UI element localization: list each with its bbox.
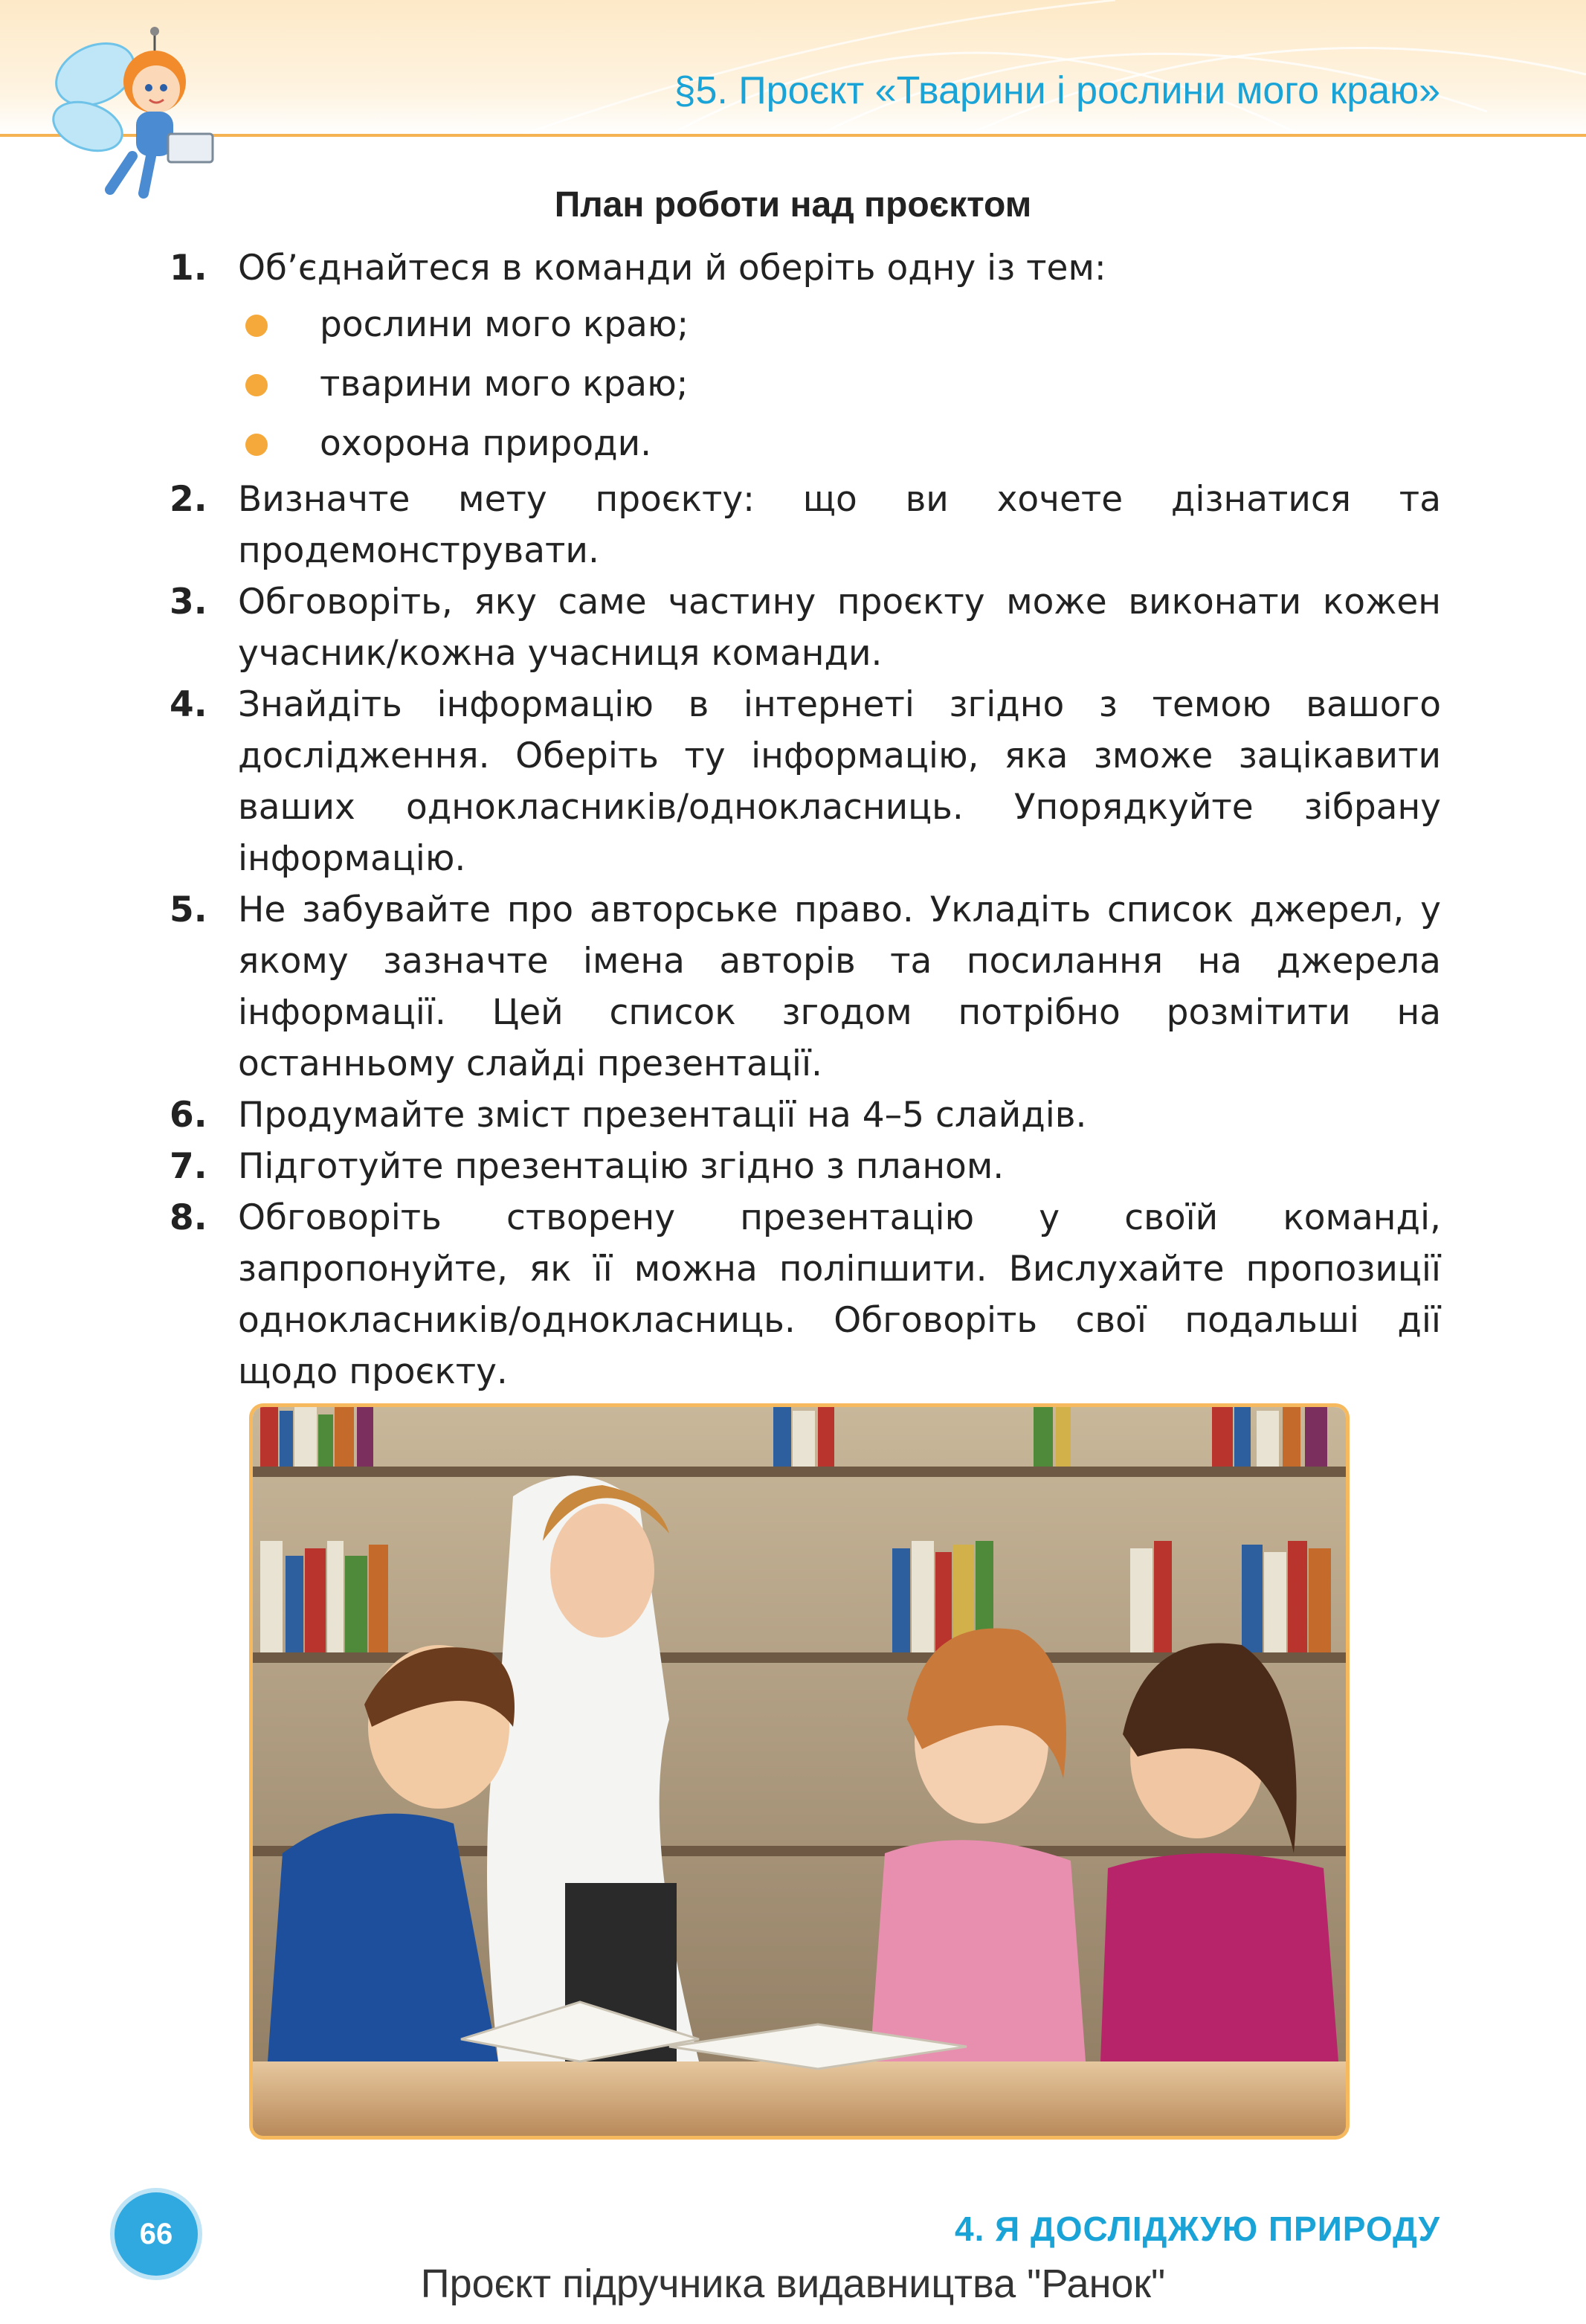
library-reading-photo [253, 1407, 1346, 2136]
step-text: Підготуйте презентацію згідно з планом. [238, 1146, 1005, 1187]
topic-bullet [238, 355, 1441, 414]
step-number: 3. [170, 582, 207, 622]
chapter-title: 4. Я ДОСЛІДЖУЮ ПРИРОДУ [955, 2209, 1440, 2248]
bullet-text: рослини мого краю; [320, 304, 689, 345]
step-number: 4. [170, 684, 207, 725]
page-number-badge: 66 [115, 2192, 198, 2276]
step-text: Не забувайте про авторське право. Укладіть список джерел, у якому зазначте імена авторів та посилання на джерела інформації. Цей список згодом потрібно розмітити на останньому слайді презентації. [238, 889, 1441, 1084]
step-text: Продумайте зміст презентації на 4–5 слайдів. [238, 1095, 1087, 1136]
section-title: §5. Проєкт «Тварини і рослини мого краю» [674, 69, 1440, 112]
step-text: Знайдіть інформацію в інтернеті згідно з темою вашого дослідження. Оберіть ту інформацію, яка зможе зацікавити ваших однокласників/однокласниць. Упорядкуйте зібрану інформацію. [238, 684, 1441, 879]
page-header [0, 0, 1586, 135]
step-number: 5. [170, 889, 207, 930]
topic-bullet [238, 295, 1441, 355]
bullet-dot-icon [245, 434, 268, 456]
plan-step [170, 1192, 1441, 1397]
plan-step [170, 1089, 1441, 1141]
plan-step [170, 679, 1441, 884]
bullet-dot-icon [245, 374, 268, 396]
step-number: 8. [170, 1197, 207, 1238]
plan-step [170, 1141, 1441, 1192]
plan-steps-list [170, 242, 1441, 1397]
bullet-text: тварини мого краю; [320, 364, 689, 405]
plan-step [170, 884, 1441, 1089]
step-number: 6. [170, 1095, 207, 1136]
step-number: 7. [170, 1146, 207, 1187]
bullet-text: охорона природи. [320, 423, 652, 464]
bullet-dot-icon [245, 315, 268, 337]
publisher-note: Проєкт підручника видавництва "Ранок" [420, 2262, 1166, 2306]
fairy-mascot-icon [43, 22, 229, 201]
topic-bullet [238, 414, 1441, 474]
topic-bullet-list [238, 295, 1441, 474]
plan-heading: План роботи над проєктом [554, 185, 1032, 225]
plan-step [170, 474, 1441, 576]
plan-step [170, 576, 1441, 679]
header-decoration [0, 0, 1586, 135]
step-text: Обговоріть, яку саме частину проєкту може виконати кожен учасник/кожна учасниця команди. [238, 582, 1441, 674]
step-text: Об’єднайтеся в команди й оберіть одну із тем: [238, 248, 1106, 289]
step-text: Обговоріть створену презентацію у своїй команді, запропонуйте, як її можна поліпшити. Вислухайте пропозиції однокласників/однокласниць. Обговоріть свої подальші дії щодо проєкту. [238, 1197, 1441, 1392]
plan-step [170, 242, 1441, 474]
header-divider [0, 134, 1586, 137]
photo-illustration [253, 1407, 1346, 2136]
step-text: Визначте мету проєкту: що ви хочете дізнатися та продемонструвати. [238, 479, 1441, 571]
step-number: 2. [170, 479, 207, 520]
step-number: 1. [170, 248, 207, 289]
